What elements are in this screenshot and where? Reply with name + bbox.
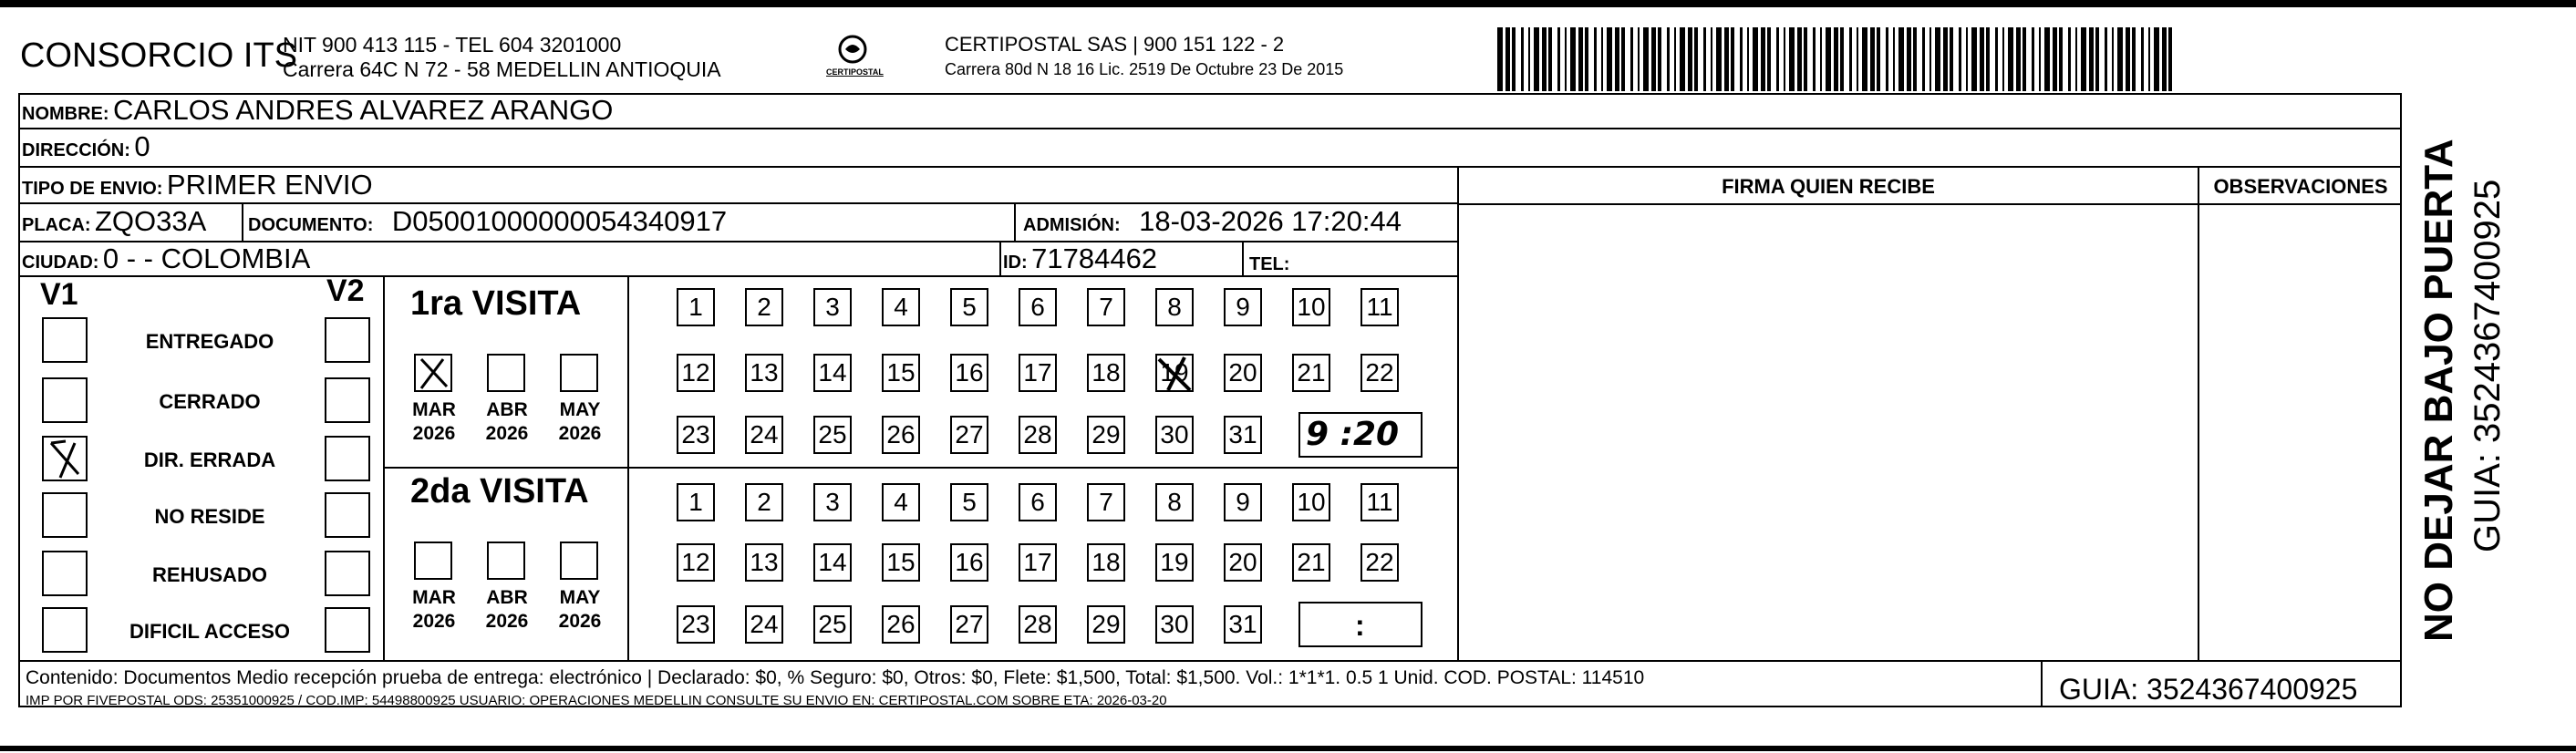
- visita1-day-box[interactable]: 9: [1224, 288, 1262, 326]
- visita2-day-box[interactable]: 17: [1019, 543, 1057, 582]
- v2-checkbox[interactable]: [325, 607, 370, 653]
- visita1-day-box[interactable]: 29: [1087, 416, 1125, 454]
- visita1-month-box[interactable]: [560, 354, 598, 392]
- visita2-day-box[interactable]: 16: [950, 543, 988, 582]
- ciudad-value: 0 - - COLOMBIA: [102, 242, 311, 274]
- visita1-day-box[interactable]: 26: [882, 416, 920, 454]
- visita1-day-box[interactable]: 10: [1292, 288, 1330, 326]
- footer-line1: Contenido: Documentos Medio recepción prueba de entrega: electrónico | Declarado: $0, % Seguro: $0, Otros: $0, Flete: $1,500, Total: $1,500. Vol.: 1*1*1. 0.5 1 Unid. COD. POSTAL: 114510: [26, 667, 1645, 688]
- visita1-day-box[interactable]: 16: [950, 354, 988, 392]
- visita1-day-box[interactable]: 25: [813, 416, 852, 454]
- visita1-day-box[interactable]: 12: [677, 354, 715, 392]
- certipostal-logo-icon: [825, 31, 880, 86]
- visita1-day-box[interactable]: 17: [1019, 354, 1057, 392]
- visita1-day-box[interactable]: 27: [950, 416, 988, 454]
- status-label: ENTREGADO: [145, 330, 274, 353]
- visita1-year-label: 2026: [412, 423, 456, 444]
- v1-checkbox[interactable]: [42, 607, 88, 653]
- v1-label: V1: [40, 277, 78, 312]
- visita1-day-box[interactable]: 31: [1224, 416, 1262, 454]
- logo-text: CERTIPOSTAL: [826, 67, 884, 77]
- visita2-day-box[interactable]: 7: [1087, 483, 1125, 521]
- visita2-day-box[interactable]: 21: [1292, 543, 1330, 582]
- visita2-day-box[interactable]: 22: [1360, 543, 1399, 582]
- visita2-day-box[interactable]: 3: [813, 483, 852, 521]
- visita2-day-box[interactable]: 4: [882, 483, 920, 521]
- documento-value: D05001000000054340917: [391, 205, 728, 237]
- id-value: 71784462: [1031, 242, 1158, 274]
- visita2-day-box[interactable]: 1: [677, 483, 715, 521]
- visita1-day-box[interactable]: 14: [813, 354, 852, 392]
- visita1-month-label: MAY: [559, 399, 601, 420]
- visita1-day-mark: [1155, 354, 1195, 398]
- company-line2: Carrera 64C N 72 - 58 MEDELLIN ANTIOQUIA: [283, 57, 721, 81]
- visita1-day-box[interactable]: 11: [1360, 288, 1399, 326]
- v1-checkbox[interactable]: [42, 317, 88, 363]
- company-line1: NIT 900 413 115 - TEL 604 3201000: [283, 33, 622, 57]
- v2-checkbox[interactable]: [325, 551, 370, 596]
- placa-label: PLACA:: [22, 215, 91, 235]
- v1-checkbox[interactable]: [42, 551, 88, 596]
- visita2-day-box[interactable]: 18: [1087, 543, 1125, 582]
- placa-value: ZQO33A: [95, 205, 207, 237]
- tipo-envio-value: PRIMER ENVIO: [166, 169, 373, 201]
- visita2-title: 2da VISITA: [410, 472, 589, 511]
- visita1-day-box[interactable]: 30: [1155, 416, 1194, 454]
- status-label: REHUSADO: [152, 563, 267, 586]
- admision-value: 18-03-2026 17:20:44: [1139, 205, 1402, 237]
- visita1-day-box[interactable]: 7: [1087, 288, 1125, 326]
- visita2-day-box[interactable]: 25: [813, 605, 852, 644]
- visita1-day-box[interactable]: 13: [745, 354, 783, 392]
- visita2-day-box[interactable]: 26: [882, 605, 920, 644]
- visita1-day-box[interactable]: 20: [1224, 354, 1262, 392]
- status-label: NO RESIDE: [154, 505, 265, 528]
- visita2-month-box[interactable]: [414, 542, 452, 580]
- company-name: CONSORCIO ITS: [20, 36, 298, 75]
- top-border: [0, 0, 2576, 7]
- visita2-day-box[interactable]: 8: [1155, 483, 1194, 521]
- visita2-year-label: 2026: [485, 611, 529, 632]
- visita2-day-box[interactable]: 27: [950, 605, 988, 644]
- barcode: [1497, 27, 2177, 91]
- visita1-day-box[interactable]: 19: [1155, 354, 1194, 392]
- carrier-line1: CERTIPOSTAL SAS | 900 151 122 - 2: [945, 33, 1285, 56]
- visita1-day-box[interactable]: 3: [813, 288, 852, 326]
- visita2-day-box[interactable]: 29: [1087, 605, 1125, 644]
- visita1-day-box[interactable]: 15: [882, 354, 920, 392]
- visita2-day-box[interactable]: 31: [1224, 605, 1262, 644]
- visita2-month-label: ABR: [486, 587, 528, 608]
- v1-checkbox[interactable]: [42, 377, 88, 423]
- tel-label: TEL:: [1249, 254, 1290, 274]
- visita2-month-box[interactable]: [487, 542, 525, 580]
- id-label: ID:: [1003, 253, 1028, 273]
- visita2-day-box[interactable]: 19: [1155, 543, 1194, 582]
- v2-checkbox[interactable]: [325, 492, 370, 538]
- visita2-day-box[interactable]: 30: [1155, 605, 1194, 644]
- visita1-time-box[interactable]: [1298, 412, 1422, 458]
- visita1-year-label: 2026: [485, 423, 529, 444]
- visita1-month-box[interactable]: [414, 354, 452, 392]
- visita2-month-label: MAY: [559, 587, 601, 608]
- visita1-day-box[interactable]: 5: [950, 288, 988, 326]
- nombre-label: NOMBRE:: [22, 104, 109, 124]
- documento-label: DOCUMENTO:: [248, 215, 374, 235]
- status-label: CERRADO: [159, 390, 261, 413]
- side-guia: GUIA: 3524367400925: [2467, 179, 2508, 552]
- visita2-day-box[interactable]: 13: [745, 543, 783, 582]
- visita2-day-box[interactable]: 20: [1224, 543, 1262, 582]
- tipo-envio-label: TIPO DE ENVIO:: [22, 179, 163, 199]
- direccion-label: DIRECCIÓN:: [22, 140, 130, 160]
- v1-checkbox[interactable]: [42, 436, 88, 481]
- footer-guia: GUIA: 3524367400925: [2059, 673, 2358, 706]
- observaciones-label: OBSERVACIONES: [2213, 175, 2388, 198]
- visita1-day-box[interactable]: 21: [1292, 354, 1330, 392]
- visita1-day-box[interactable]: 24: [745, 416, 783, 454]
- visita2-day-box[interactable]: 15: [882, 543, 920, 582]
- ciudad-label: CIUDAD:: [22, 253, 99, 273]
- visita2-day-box[interactable]: 12: [677, 543, 715, 582]
- visita1-month-box[interactable]: [487, 354, 525, 392]
- status-label: DIFICIL ACCESO: [129, 620, 290, 643]
- v1-checkbox[interactable]: [42, 492, 88, 538]
- visita1-day-box[interactable]: 28: [1019, 416, 1057, 454]
- direccion-value: 0: [134, 130, 150, 162]
- visita1-day-box[interactable]: 23: [677, 416, 715, 454]
- visita2-month-label: MAR: [412, 587, 456, 608]
- visita2-time-box[interactable]: [1298, 602, 1422, 647]
- visita2-time-placeholder: :: [1355, 609, 1365, 642]
- v2-checkbox[interactable]: [325, 436, 370, 481]
- visita1-day-box[interactable]: 4: [882, 288, 920, 326]
- visita2-day-box[interactable]: 6: [1019, 483, 1057, 521]
- visita2-day-box[interactable]: 11: [1360, 483, 1399, 521]
- visita1-day-box[interactable]: 8: [1155, 288, 1194, 326]
- visita2-day-box[interactable]: 14: [813, 543, 852, 582]
- visita1-year-label: 2026: [558, 423, 602, 444]
- visita2-day-box[interactable]: 2: [745, 483, 783, 521]
- visita1-day-box[interactable]: 6: [1019, 288, 1057, 326]
- v2-checkbox[interactable]: [325, 377, 370, 423]
- visita1-month-label: MAR: [412, 399, 456, 420]
- visita2-day-box[interactable]: 10: [1292, 483, 1330, 521]
- visita1-day-box[interactable]: 18: [1087, 354, 1125, 392]
- visita2-day-box[interactable]: 5: [950, 483, 988, 521]
- visita2-day-box[interactable]: 28: [1019, 605, 1057, 644]
- visita1-time-handwritten: 9 :20: [1306, 416, 1400, 453]
- v2-label: V2: [326, 273, 365, 308]
- visita1-day-box[interactable]: 22: [1360, 354, 1399, 392]
- admision-label: ADMISIÓN:: [1023, 215, 1121, 235]
- visita2-year-label: 2026: [558, 611, 602, 632]
- visita2-day-box[interactable]: 23: [677, 605, 715, 644]
- visita1-title: 1ra VISITA: [410, 284, 582, 323]
- firma-label: FIRMA QUIEN RECIBE: [1722, 175, 1935, 198]
- visita2-month-box[interactable]: [560, 542, 598, 580]
- nombre-value: CARLOS ANDRES ALVAREZ ARANGO: [113, 94, 614, 126]
- visita1-day-box[interactable]: 2: [745, 288, 783, 326]
- status-label: DIR. ERRADA: [143, 449, 276, 471]
- visita1-month-label: ABR: [486, 399, 528, 420]
- visita2-day-box[interactable]: 9: [1224, 483, 1262, 521]
- visita2-year-label: 2026: [412, 611, 456, 632]
- v2-checkbox[interactable]: [325, 317, 370, 363]
- visita1-day-box[interactable]: 1: [677, 288, 715, 326]
- side-warning: NO DEJAR BAJO PUERTA: [2416, 139, 2461, 642]
- carrier-line2: Carrera 80d N 18 16 Lic. 2519 De Octubre 23 De 2015: [945, 60, 1344, 78]
- visita2-day-box[interactable]: 24: [745, 605, 783, 644]
- bottom-border: [0, 746, 2576, 751]
- footer-line2: IMP POR FIVEPOSTAL ODS: 25351000925 / COD.IMP: 54498800925 USUARIO: OPERACIONES MEDELLIN CONSULTE SU ENVIO EN: CERTIPOSTAL.COM SOBRE ETA: 2026-03-20: [26, 693, 1167, 708]
